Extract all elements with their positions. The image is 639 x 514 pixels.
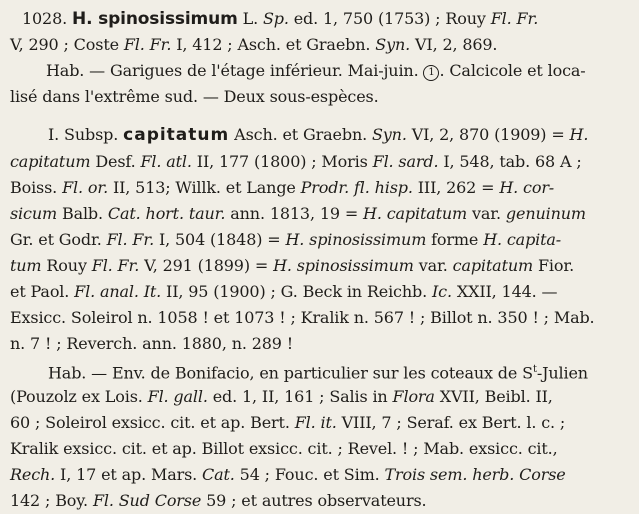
hab-line-2: (Pouzolz ex Lois. Fl. gall. ed. 1, II, 161 ; Salis in Flora XVII, Beibl. II, — [10, 386, 553, 406]
subspecies-name: capitatum — [123, 125, 230, 146]
subsp-line-1: I. Subsp. capitatum Asch. et Graebn. Syn. VI, 2, 870 (1909) = H. — [48, 125, 589, 146]
entry-number: 1028. — [22, 9, 68, 28]
subsp-line-4: sicum Balb. Cat. hort. taur. ann. 1813, 19 = H. capitatum var. genuinum — [10, 203, 586, 223]
hab-line-3: 60 ; Soleirol exsicc. cit. et ap. Bert. Fl. it. VIII, 7 ; Seraf. ex Bert. l. c. ; — [10, 412, 566, 432]
entry-line-1: 1028. H. spinosissimum L. Sp. ed. 1, 750 (1753) ; Rouy Fl. Fr. — [22, 9, 539, 29]
hab-line-5: Rech. I, 17 et ap. Mars. Cat. 54 ; Fouc. et Sim. Trois sem. herb. Corse — [10, 464, 566, 484]
subsp-line-9: n. 7 ! ; Reverch. ann. 1880, n. 289 ! — [10, 334, 294, 354]
subsp-line-2: capitatum Desf. Fl. atl. II, 177 (1800) ; Moris Fl. sard. I, 548, tab. 68 A ; — [10, 151, 582, 171]
hab-line-6: 142 ; Boy. Fl. Sud Corse 59 ; et autres observateurs. — [10, 491, 427, 510]
hab-line-4: Kralik exsicc. cit. et ap. Billot exsicc. cit. ; Revel. ! ; Mab. exsicc. cit., — [10, 438, 558, 458]
entry-line-2: V, 290 ; Coste Fl. Fr. I, 412 ; Asch. et Graebn. Syn. VI, 2, 869. — [10, 35, 498, 55]
subsp-line-6: tum Rouy Fl. Fr. V, 291 (1899) = H. spinosissimum var. capitatum Fior. — [10, 256, 575, 275]
hab-line-1: Hab. — Env. de Bonifacio, en particulier sur les coteaux de $S^t$-Julien — [48, 363, 588, 383]
subsp-line-8: Exsicc. Soleirol n. 1058 ! et 1073 ! ; Kralik n. 567 ! ; Billot n. 350 ! ; Mab. — [10, 308, 595, 328]
subsp-line-7: et Paol. Fl. anal. It. II, 95 (1900) ; G. Beck in Reichb. Ic. XXII, 144. — — [10, 282, 558, 302]
subsp-line-3: Boiss. Fl. or. II, 513; Willk. et Lange Prodr. fl. hisp. III, 262 = H. cor- — [10, 177, 555, 197]
species-name: H. spinosissimum — [72, 9, 238, 29]
perennial-symbol: 1 — [423, 65, 439, 81]
entry-habitat-line-2: lisé dans l'extrême sud. — Deux sous-espèces. — [10, 87, 379, 107]
entry-habitat-line-1: Hab. — Garigues de l'étage inférieur. Mai-juin. 1 . Calcicole et loca- — [46, 61, 586, 81]
subsp-line-5: Gr. et Godr. Fl. Fr. I, 504 (1848) = H. spinosissimum forme H. capita- — [10, 229, 562, 249]
